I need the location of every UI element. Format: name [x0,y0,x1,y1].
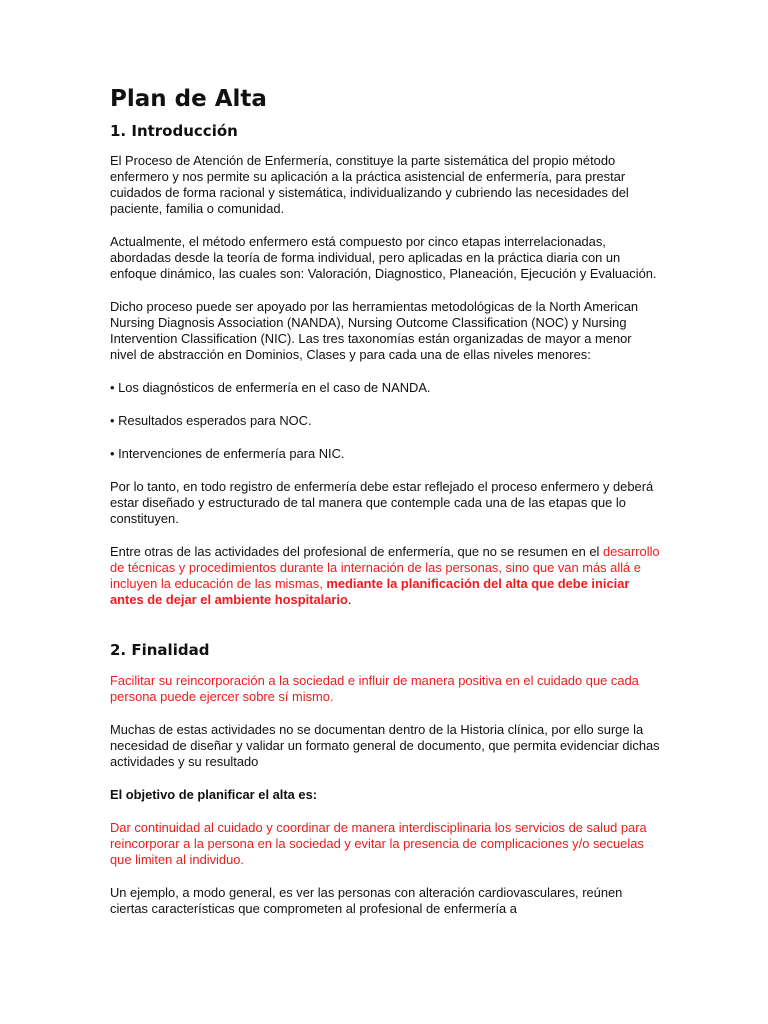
finalidad-paragraph-2: Muchas de estas actividades no se documentan dentro de la Historia clínica, por ello surge la necesidad de diseñar y validar un formato general de documento, que permita evidenciar dichas actividades y su resultado [110,721,660,769]
bullet-noc: • Resultados esperados para NOC. [110,413,312,429]
intro-paragraph-1: El Proceso de Atención de Enfermería, constituye la parte sistemática del propio método enfermero y nos permite su aplicación a la práctica asistencial de enfermería, para prestar cuidados de forma racional y sistemática, individualizando y cubriendo las necesidades del paciente, familia o comunidad. [110,153,629,217]
intro-paragraph-5-end: . [347,592,352,608]
objective-text: Dar continuidad al cuidado y coordinar de manera interdisciplinaria los servicios de salud para reincorporar a la persona en la sociedad y evitar la presencia de complicaciones y/o secuelas que limiten al individuo. [110,819,647,867]
section-heading-finalidad: 2. Finalidad [110,641,210,660]
document-title: Plan de Alta [110,86,267,112]
finalidad-paragraph-3: Un ejemplo, a modo general, es ver las personas con alteración cardiovasculares, reúnen ciertas características que comprometen al profesional de enfermería a [110,884,623,916]
intro-paragraph-5-emphasis: mediante la planificación del alta que debe iniciar antes de dejar el ambiente hospitalario [110,576,630,608]
finalidad-paragraph-1: Facilitar su reincorporación a la sociedad e influir de manera positiva en el cuidado que cada persona puede ejercer sobre sí mismo. [110,672,639,704]
section-heading-introduccion: 1. Introducción [110,121,238,140]
intro-paragraph-3: Dicho proceso puede ser apoyado por las herramientas metodológicas de la North American Nursing Diagnosis Association (NANDA), Nursing Outcome Classification (NOC) y Nursing Intervention Classification (NIC). Las tres taxonomías están organizadas de mayor a menor nivel de abstracción en Dominios, Clases y para cada una de ellas niveles menores: [110,299,639,363]
intro-paragraph-5 [110,544,660,608]
bullet-nic: • Intervenciones de enfermería para NIC. [110,446,345,462]
objective-heading: El objetivo de planificar el alta es: [110,786,318,802]
bullet-nanda: • Los diagnósticos de enfermería en el caso de NANDA. [110,380,431,396]
intro-paragraph-5-lead: Entre otras de las actividades del profesional de enfermería, que no se resumen en el [110,544,603,560]
intro-paragraph-2: Actualmente, el método enfermero está compuesto por cinco etapas interrelacionadas, abordadas desde la teoría de forma individual, pero aplicadas en la práctica diaria con un enfoque dinámico, las cuales son: Valoración, Diagnostico, Planeación, Ejecución y Evaluación. [110,234,657,282]
document-page [110,85,660,934]
intro-paragraph-4: Por lo tanto, en todo registro de enfermería debe estar reflejado el proceso enfermero y deberá estar diseñado y estructurado de tal manera que contemple cada una de las etapas que lo constituyen. [110,479,654,527]
intro-paragraph-5-highlight: desarrollo de técnicas y procedimientos durante la internación de las personas, sino que van más allá e incluyen la educación de las mismas, [110,544,660,592]
